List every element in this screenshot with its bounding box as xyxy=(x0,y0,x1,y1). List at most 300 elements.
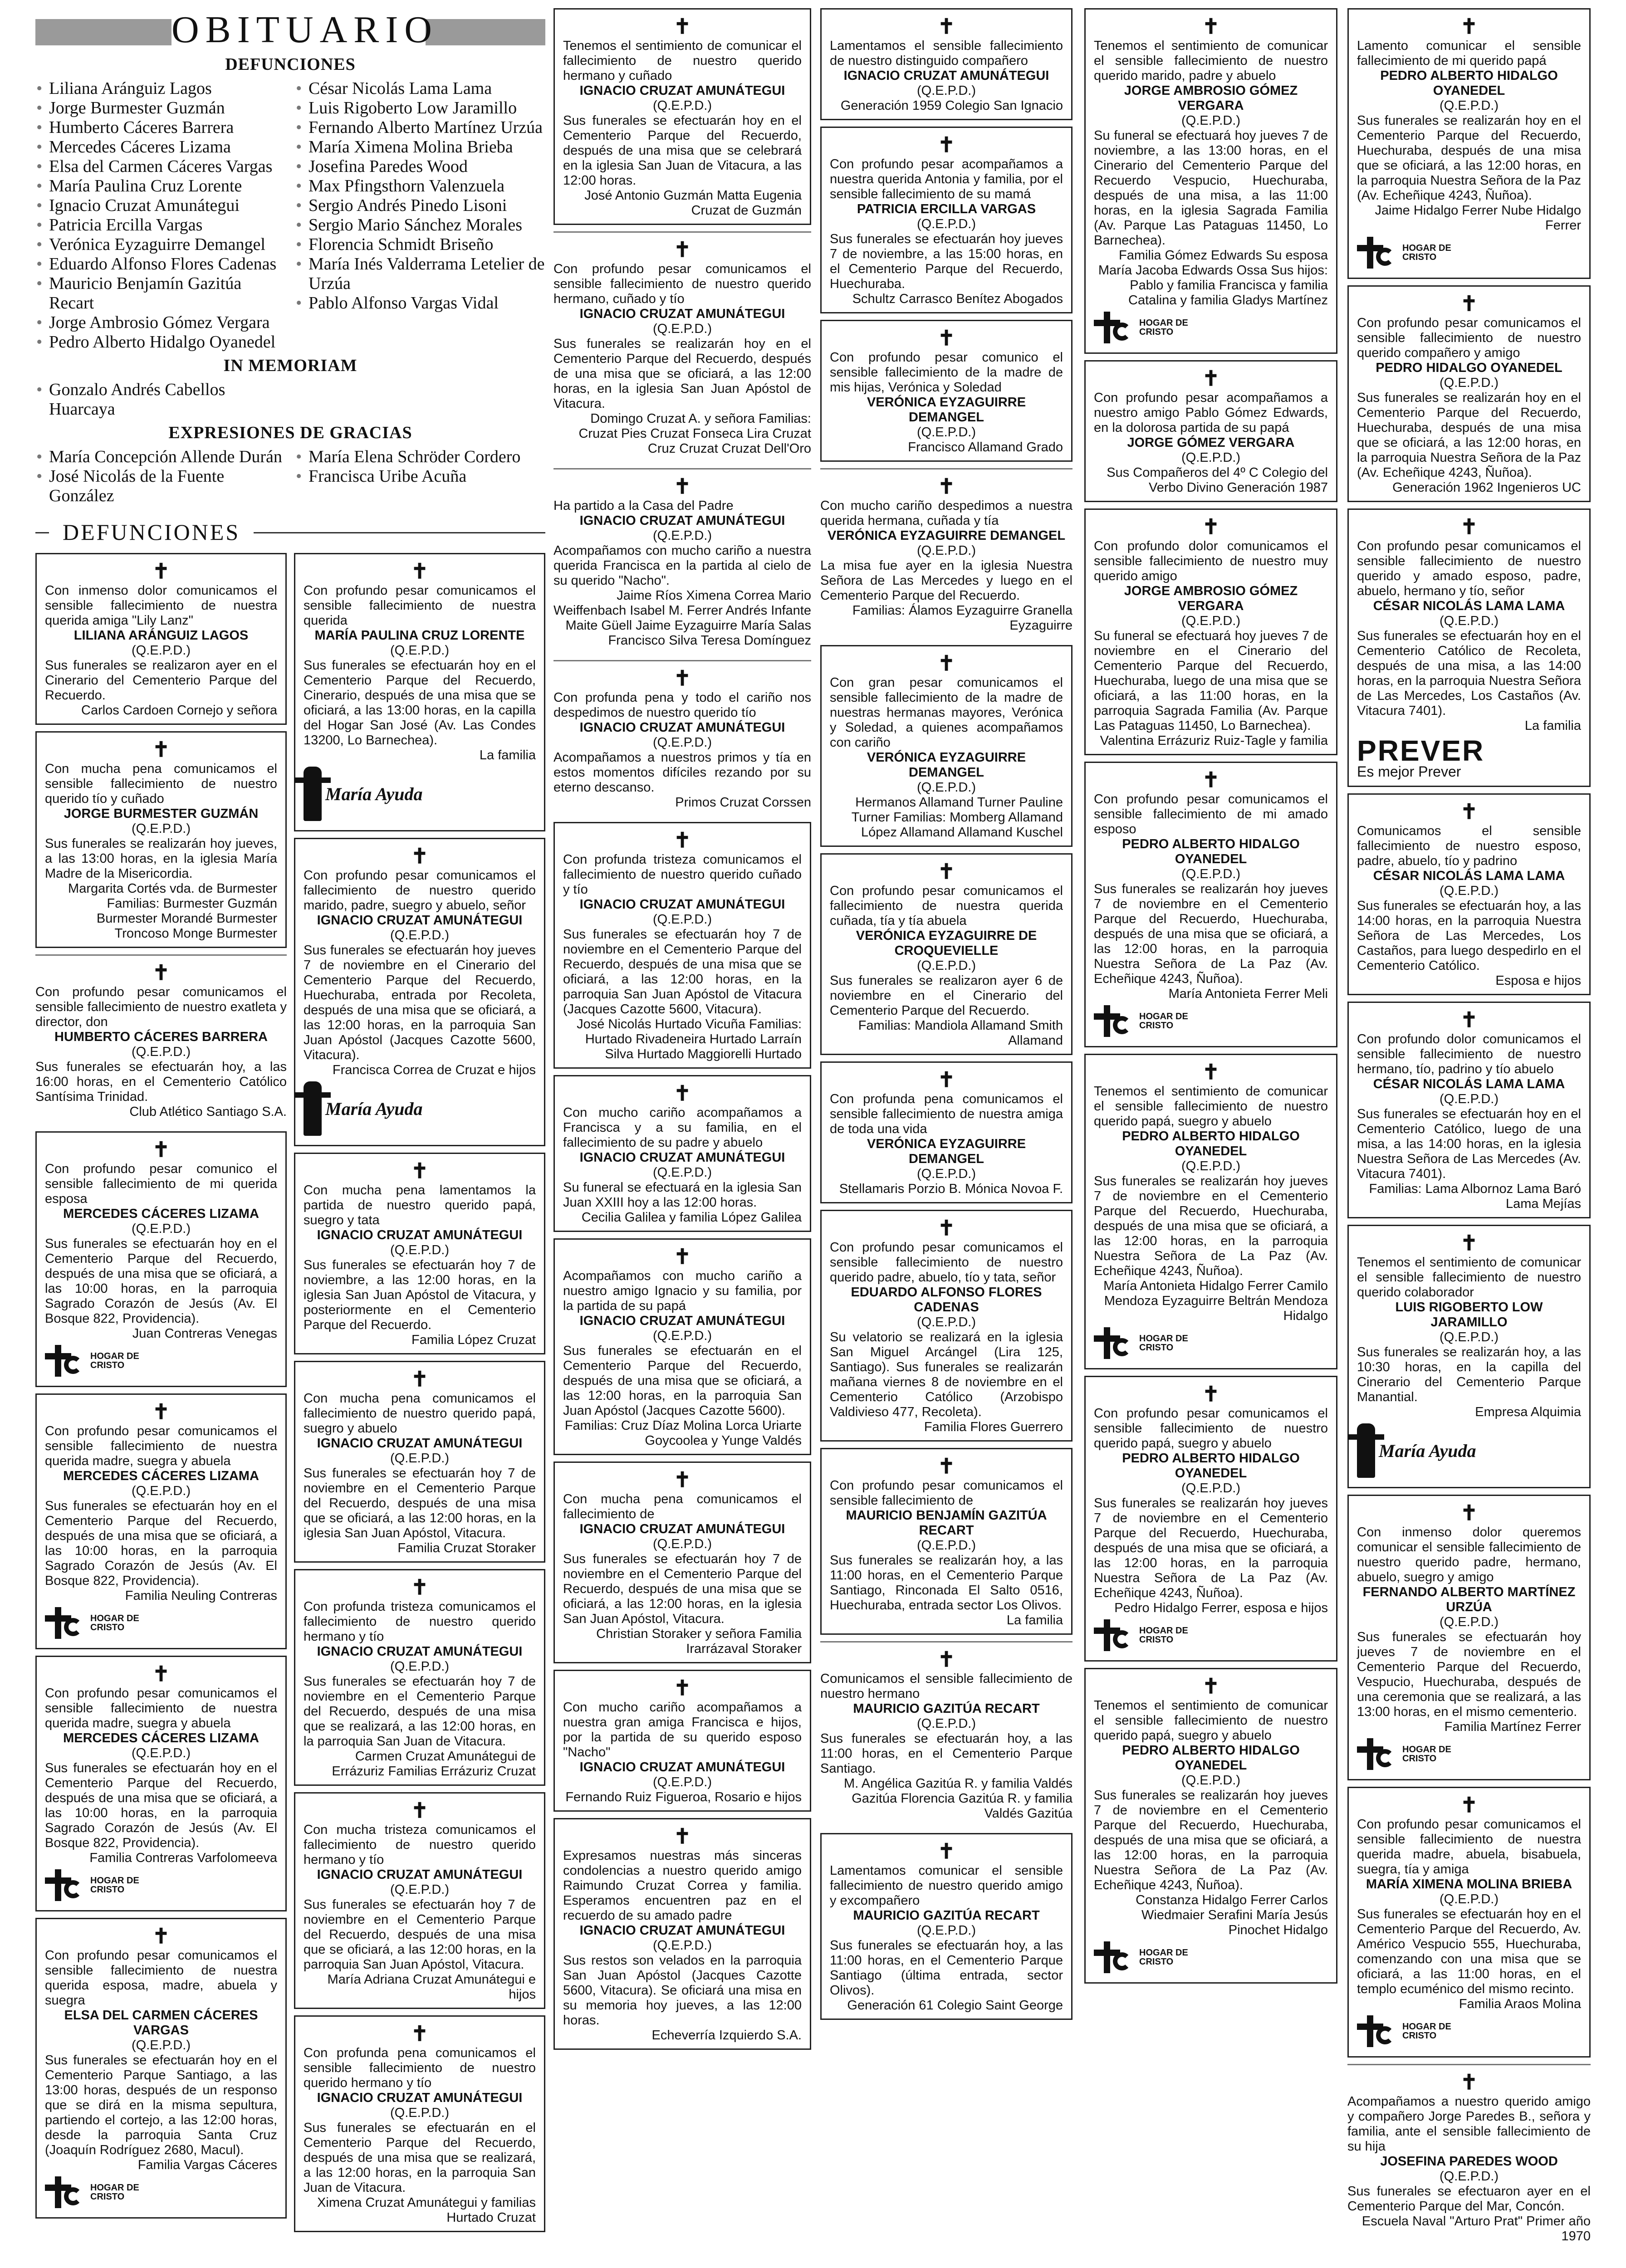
notice-body: Sus funerales se efectuarán hoy 7 de noviembre en el Cementerio Parque del Recuerdo, después de una misa que se oficiará, a las 12:00 horas, en la iglesia San Juan Apóstol, Vitacura. xyxy=(563,1552,802,1626)
maria-logo-mark xyxy=(1357,1423,1476,1478)
notice-intro: Tenemos el sentimiento de comunicar el sensible fallecimiento de nuestro querido colaborador xyxy=(1357,1255,1581,1300)
index-name-item: • Gonzalo Andrés Cabellos Huarcaya xyxy=(35,380,286,419)
deceased-name: LILIANA ARÁNGUIZ LAGOS xyxy=(73,628,249,643)
cross-icon: ✝ xyxy=(1202,515,1220,538)
notice-intro: Con profundo pesar comunicamos el fallecimiento de nuestra querida cuñada, tía y tía abuela xyxy=(830,884,1063,928)
obituary-notice xyxy=(1347,1787,1591,2058)
notice-signature: Juan Contreras Venegas xyxy=(132,1326,277,1341)
obituary-notice xyxy=(553,1818,811,2050)
obituary-notice xyxy=(553,8,811,225)
notice-intro: Con profunda pena comunicamos el sensible fallecimiento de nuestro querido hermano y tío xyxy=(304,2046,536,2090)
notice-signature: Ximena Cruzat Amunátegui y familias Hurtado Cruzat xyxy=(317,2195,536,2225)
notice-signature: Fernando Ruiz Figueroa, Rosario e hijos xyxy=(565,1790,802,1804)
notice-intro: Comunicamos el sensible fallecimiento de nuestro esposo, padre, abuelo, tío y padrino xyxy=(1357,824,1581,868)
qepd-label: (Q.E.P.D.) xyxy=(390,2106,449,2120)
index-name-item: • Patricia Ercilla Vargas xyxy=(35,215,286,235)
qepd-label: (Q.E.P.D.) xyxy=(1181,867,1240,881)
cross-icon: ✝ xyxy=(152,1924,170,1948)
index-name-item: • Francisca Uribe Acuña xyxy=(295,467,545,486)
obituary-notice xyxy=(553,468,811,654)
index-name-item: • Liliana Aránguiz Lagos xyxy=(35,79,286,98)
qepd-label: (Q.E.P.D.) xyxy=(390,643,449,658)
cross-icon: ✝ xyxy=(152,1138,170,1161)
obituary-notice xyxy=(294,1569,545,1786)
notice-signature: María Antonieta Hidalgo Ferrer Camilo Mendoza Eyzaguirre Beltrán Mendoza Hidalgo xyxy=(1103,1279,1328,1323)
cross-icon: ✝ xyxy=(673,15,691,38)
cross-icon: ✝ xyxy=(152,738,170,761)
index-name-item: • Jorge Ambrosio Gómez Vergara xyxy=(35,313,286,332)
notice-intro: Con profundo dolor comunicamos el sensible fallecimiento de nuestro hermano, tío, padrino y tío abuelo xyxy=(1357,1032,1581,1076)
obituary-notice xyxy=(820,1833,1073,2020)
notice-body: Sus funerales se realizarán hoy jueves 7 de noviembre en el Cementerio Parque del Recuerdo, Huechuraba, después de una misa que se oficiará, a las 12:00 horas, en la parroquia Nuestra Señora de La Paz (Av. Echeñique 4243, Ñuñoa). xyxy=(1094,1496,1328,1600)
deceased-name: MAURICIO GAZITÚA RECART xyxy=(853,1701,1040,1716)
deceased-name: IGNACIO CRUZAT AMUNÁTEGUI xyxy=(579,83,785,98)
notice-intro: Con gran pesar comunicamos el sensible fallecimiento de la madre de nuestras hermanas mayores, Verónica y Soledad, a quienes acompañamos con cariño xyxy=(830,675,1063,750)
deceased-name: PEDRO ALBERTO HIDALGO OYANEDEL xyxy=(1122,1451,1300,1481)
hogar-de-cristo-logo xyxy=(1094,1005,1189,1037)
obituary-notice xyxy=(820,127,1073,313)
defunciones-section-head xyxy=(35,518,545,546)
hogar-logo-mark xyxy=(45,1345,140,1377)
notice-body: Sus funerales se efectuarán hoy 7 de noviembre en el Cementerio Parque del Recuerdo, después de una misa que se oficiará, a las 12:00 horas, en la iglesia San Juan Apóstol, Vitacura. xyxy=(304,1466,536,1540)
qepd-label: (Q.E.P.D.) xyxy=(653,1938,712,1953)
cross-icon: ✝ xyxy=(411,2022,429,2045)
notice-signature: Margarita Cortés vda. de Burmester Familias: Burmester Guzmán Burmester Morandé Burmester Troncoso Monge Burmester xyxy=(68,881,277,941)
hogar-logo-mark xyxy=(1094,1005,1189,1037)
qepd-label: (Q.E.P.D.) xyxy=(917,543,976,558)
notice-intro: Tenemos el sentimiento de comunicar el sensible fallecimiento de nuestro querido papá, suegro y abuelo xyxy=(1094,1698,1328,1743)
deceased-name: CÉSAR NICOLÁS LAMA LAMA xyxy=(1373,869,1565,883)
qepd-label: (Q.E.P.D.) xyxy=(653,1165,712,1180)
deceased-name: IGNACIO CRUZAT AMUNÁTEGUI xyxy=(579,720,785,735)
notice-signature: Esposa e hijos xyxy=(1495,973,1581,988)
notice-signature: Valentina Errázuriz Ruiz-Tagle y familia xyxy=(1100,733,1328,748)
notice-intro: Con profundo pesar comunicamos el sensible fallecimiento de nuestro querido hermano, cuñado y tío xyxy=(553,262,811,306)
notice-signature: Familia Gómez Edwards Su esposa María Jacoba Edwards Ossa Sus hijos: Pablo y familia Francisca y familia Catalina y familia Gladys Martínez xyxy=(1098,248,1328,308)
maria-figure-icon xyxy=(304,1081,322,1136)
obituary-notice xyxy=(553,231,811,462)
obituary-notice xyxy=(1347,793,1591,995)
index-name-item: • Josefina Paredes Wood xyxy=(295,157,545,176)
notice-intro: Con profundo pesar comunicamos el sensible fallecimiento de nuestra querida esposa, madre, abuela y suegra xyxy=(45,1948,277,2008)
notice-body: Acompañamos a nuestros primos y tía en estos momentos difíciles rezando por su eterno descanso. xyxy=(553,750,811,795)
notice-signature: Jaime Hidalgo Ferrer Nube Hidalgo Ferrer xyxy=(1375,203,1581,233)
deceased-name: VERÓNICA EYZAGUIRRE DE CROQUEVIELLE xyxy=(856,929,1037,958)
hogar-cross-icon xyxy=(45,2176,86,2208)
qepd-label: (Q.E.P.D.) xyxy=(1181,614,1240,628)
notice-intro: Con profundo pesar comunicamos el sensible fallecimiento de nuestro querido compañero y amigo xyxy=(1357,316,1581,360)
notice-body: Sus funerales se efectuarán en el Cementerio Parque del Recuerdo, después de una misa que se realizará, a las 12:00 horas, en la parroquia San Juan de Vitacura. xyxy=(304,2121,536,2195)
obituary-notice xyxy=(820,320,1073,462)
notice-body: Sus funerales se realizarán hoy en el Cementerio Parque del Recuerdo, Huechuraba, después de una misa que se oficiará, a las 12:00 horas, en la parroquia Nuestra Señora de la Paz (Av. Echeñique 4243, Ñuñoa). xyxy=(1357,391,1581,480)
cross-icon: ✝ xyxy=(411,844,429,868)
hogar-logo-text: HOGAR DE CRISTO xyxy=(90,1351,139,1370)
notice-signature: Generación 1959 Colegio San Ignacio xyxy=(840,98,1063,113)
obituary-notice xyxy=(294,838,545,1146)
obituary-notice xyxy=(35,1131,287,1387)
notice-body: Sus funerales se efectuarán hoy jueves 7 de noviembre en el Cinerario del Cementerio Parque del Recuerdo, Huechuraba, entrada por Recoleta, después de una misa que se oficiará, a las 12:00 horas, en la parroquia San Juan Apóstol (Jacques Cazotte 5600, Vitacura). xyxy=(304,943,536,1062)
hogar-logo-mark xyxy=(1094,312,1189,343)
notice-intro: Con profundo pesar comunicamos el sensible fallecimiento de nuestro querido papá, suegro y abuelo xyxy=(1094,1406,1328,1451)
section-label: DEFUNCIONES xyxy=(49,518,254,546)
hogar-logo-mark xyxy=(1094,1327,1189,1359)
obituary-notice xyxy=(1084,762,1337,1047)
cross-icon: ✝ xyxy=(152,1400,170,1423)
qepd-label: (Q.E.P.D.) xyxy=(653,1775,712,1789)
deceased-name: MERCEDES CÁCERES LIZAMA xyxy=(63,1207,259,1221)
cross-icon: ✝ xyxy=(673,1081,691,1105)
notice-body: Su funeral se efectuará en la iglesia San Juan XXIII hoy a las 12:00 horas. xyxy=(563,1180,802,1210)
cross-icon: ✝ xyxy=(673,666,691,690)
index-name-item: • José Nicolás de la Fuente González xyxy=(35,467,286,506)
hogar-logo-text: HOGAR DE CRISTO xyxy=(90,1876,139,1895)
notice-intro: Con profunda tristeza comunicamos el fallecimiento de nuestro querido cuñado y tío xyxy=(563,852,802,897)
cross-icon: ✝ xyxy=(1202,768,1220,792)
hogar-cross-icon xyxy=(45,1345,86,1377)
index-memoriam xyxy=(35,380,545,419)
column-4 xyxy=(1084,8,1337,1990)
qepd-label: (Q.E.P.D.) xyxy=(1440,884,1499,898)
notice-signature: La familia xyxy=(479,748,536,763)
notice-signature: Escuela Naval "Arturo Prat" Primer año 1970 xyxy=(1362,2214,1591,2244)
cross-icon: ✝ xyxy=(1460,1231,1478,1255)
notice-intro: Lamentamos comunicar el sensible fallecimiento de nuestro querido amigo y excompañero xyxy=(830,1863,1063,1908)
qepd-label: (Q.E.P.D.) xyxy=(653,322,712,336)
notice-body: Sus funerales se efectuarán hoy 7 de noviembre en el Cementerio Parque del Recuerdo, después de una misa que se realizará, a las 12:00 horas, en la parroquia San Juan de Vitacura. xyxy=(304,1674,536,1749)
cross-icon: ✝ xyxy=(937,1454,955,1478)
index-name-item: • Sergio Mario Sánchez Morales xyxy=(295,215,545,235)
notice-intro: Lamentamos el sensible fallecimiento de nuestro distinguido compañero xyxy=(830,39,1063,68)
cross-icon: ✝ xyxy=(1460,1501,1478,1525)
qepd-label: (Q.E.P.D.) xyxy=(1181,450,1240,465)
notice-body: Sus funerales se realizarán hoy, a las 11:00 horas, en el Cementerio Parque Santiago, Rinconada El Salto 0516, Huechuraba, entrada sector Los Olivos. xyxy=(830,1553,1063,1613)
notice-signature: La familia xyxy=(1524,719,1581,733)
deceased-name: MARÍA PAULINA CRUZ LORENTE xyxy=(314,628,525,643)
index-name-item: • Pablo Alfonso Vargas Vidal xyxy=(295,293,545,313)
qepd-label: (Q.E.P.D.) xyxy=(917,958,976,973)
deceased-name: JORGE BURMESTER GUZMÁN xyxy=(64,807,259,821)
hogar-logo-text: HOGAR DE CRISTO xyxy=(90,2183,139,2202)
index-defunciones xyxy=(35,79,545,352)
qepd-label: (Q.E.P.D.) xyxy=(390,1882,449,1897)
qepd-label: (Q.E.P.D.) xyxy=(132,821,191,836)
notice-signature: Stellamaris Porzio B. Mónica Novoa F. xyxy=(839,1182,1063,1196)
notice-body: Sus funerales se efectuarán hoy 7 de noviembre, a las 12:00 horas, en la iglesia San Juan Apóstol de Vitacura, y posteriormente en el Cementerio Parque del Recuerdo. xyxy=(304,1258,536,1332)
qepd-label: (Q.E.P.D.) xyxy=(132,1045,191,1059)
hogar-cross-icon xyxy=(1357,237,1398,269)
qepd-label: (Q.E.P.D.) xyxy=(1440,2169,1499,2184)
deceased-name: LUIS RIGOBERTO LOW JARAMILLO xyxy=(1395,1300,1543,1330)
obituary-notice xyxy=(1084,1376,1337,1662)
notice-intro: Con mucha pena comunicamos el sensible fallecimiento de nuestro querido tío y cuñado xyxy=(45,762,277,806)
maria-figure-icon xyxy=(1357,1423,1375,1478)
obituary-notice xyxy=(35,1393,287,1649)
notice-body: Sus funerales se efectuarán hoy, a las 11:00 horas, en el Cementerio Parque Santiago (última entrada, sector Olivos). xyxy=(830,1938,1063,1998)
notice-intro: Con inmenso dolor queremos comunicar el sensible fallecimiento de nuestro querido padre, hermano, abuelo, suegro y amigo xyxy=(1357,1525,1581,1584)
hogar-logo-mark xyxy=(1094,1941,1189,1973)
index-name-item: • Max Pfingsthorn Valenzuela xyxy=(295,176,545,196)
deceased-name: IGNACIO CRUZAT AMUNÁTEGUI xyxy=(579,1522,785,1536)
cross-icon: ✝ xyxy=(937,1216,955,1240)
hogar-logo-text: HOGAR DE CRISTO xyxy=(1139,1626,1188,1645)
notice-signature: M. Angélica Gazitúa R. y familia Valdés Gazitúa Florencia Gazitúa R. y familia Valdés Gazitúa xyxy=(844,1776,1073,1821)
deceased-name: IGNACIO CRUZAT AMUNÁTEGUI xyxy=(317,2091,523,2105)
deceased-name: IGNACIO CRUZAT AMUNÁTEGUI xyxy=(579,897,785,912)
deceased-name: IGNACIO CRUZAT AMUNÁTEGUI xyxy=(579,513,785,528)
index-name-item: • Eduardo Alfonso Flores Cadenas xyxy=(35,254,286,274)
index-name-item: • Verónica Eyzaguirre Demangel xyxy=(35,235,286,254)
obituary-notice xyxy=(820,645,1073,847)
notice-intro: Con inmenso dolor comunicamos el sensible fallecimiento de nuestra querida amiga "Lily Lanz" xyxy=(45,583,277,628)
obituario-header xyxy=(35,8,545,52)
cross-icon: ✝ xyxy=(1202,1382,1220,1406)
obituary-notice xyxy=(35,954,287,1125)
index-name-item: • Pedro Alberto Hidalgo Oyanedel xyxy=(35,332,286,352)
hogar-logo-text: HOGAR DE CRISTO xyxy=(90,1613,139,1633)
notice-intro: Comunicamos el sensible fallecimiento de nuestro hermano xyxy=(820,1672,1073,1701)
deceased-name: IGNACIO CRUZAT AMUNÁTEGUI xyxy=(317,1867,523,1882)
notice-body: Sus funerales se realizaron ayer en el Cinerario del Cementerio Parque del Recuerdo. xyxy=(45,658,277,703)
hogar-logo-text: HOGAR DE CRISTO xyxy=(1139,318,1188,337)
deceased-name: ELSA DEL CARMEN CÁCERES VARGAS xyxy=(64,2008,258,2038)
hogar-de-cristo-logo xyxy=(1094,1941,1189,1973)
qepd-label: (Q.E.P.D.) xyxy=(653,98,712,113)
qepd-label: (Q.E.P.D.) xyxy=(1181,1481,1240,1496)
qepd-label: (Q.E.P.D.) xyxy=(1181,1159,1240,1173)
notice-intro: Con profundo dolor comunicamos el sensible fallecimiento de nuestro muy querido amigo xyxy=(1094,539,1328,583)
index-name-item: • César Nicolás Lama Lama xyxy=(295,79,545,98)
obituary-notice xyxy=(294,1792,545,2009)
obituary-notice xyxy=(1084,1668,1337,1984)
cross-icon: ✝ xyxy=(937,326,955,350)
qepd-label: (Q.E.P.D.) xyxy=(390,1243,449,1257)
obituary-notice xyxy=(294,1153,545,1354)
obituary-notice xyxy=(820,1641,1073,1827)
deceased-name: JOSEFINA PAREDES WOOD xyxy=(1380,2154,1558,2169)
cross-icon: ✝ xyxy=(673,238,691,261)
hogar-logo-text: HOGAR DE CRISTO xyxy=(1402,243,1451,262)
index-name-item: • Humberto Cáceres Barrera xyxy=(35,118,286,137)
cross-icon: ✝ xyxy=(1460,1008,1478,1031)
maria-logo-text: María Ayuda xyxy=(1379,1440,1476,1461)
notice-body: Sus funerales se efectuarán hoy jueves 7 de noviembre en el Cementerio Parque del Recuerdo, Vespucio, Huechuraba, después de una ceremonia que se realizará, a las 13:00 horas, en el mismo cementerio. xyxy=(1357,1630,1581,1719)
deceased-name: IGNACIO CRUZAT AMUNÁTEGUI xyxy=(579,1923,785,1938)
obituary-notice xyxy=(1347,1225,1591,1488)
notice-body: Sus funerales se efectuarán hoy en el Cementerio Parque del Recuerdo, Cinerario, después de una misa que se oficiará, a las 13:00 horas, en la capilla del Hogar San José (Av. Las Condes 13200, Lo Barnechea). xyxy=(304,658,536,748)
notice-body: La misa fue ayer en la iglesia Nuestra Señora de Las Mercedes y luego en el Cementerio Parque del Recuerdo. xyxy=(820,558,1073,603)
column-3 xyxy=(820,8,1073,2026)
obituary-notice xyxy=(1347,1495,1591,1780)
hogar-cross-icon xyxy=(1094,1327,1135,1359)
index-name-item: • María Inés Valderrama Letelier de Urzúa xyxy=(295,254,545,293)
qepd-label: (Q.E.P.D.) xyxy=(653,528,712,543)
index-name-item: • Jorge Burmester Guzmán xyxy=(35,98,286,118)
notice-intro: Con profundo pesar comunicamos el fallecimiento de nuestro querido marido, padre, suegro y abuelo, señor xyxy=(304,868,536,913)
obituary-notice xyxy=(553,1461,811,1663)
notice-intro: Con profundo pesar comunicamos el sensible fallecimiento de nuestro exatleta y director, don xyxy=(35,985,287,1029)
index-name-item: • Ignacio Cruzat Amunátegui xyxy=(35,196,286,215)
notice-body: Sus funerales se realizarán hoy, a las 10:30 horas, en la capilla del Cinerario del Cementerio Parque Manantial. xyxy=(1357,1345,1581,1404)
column-1b xyxy=(294,553,545,2239)
qepd-label: (Q.E.P.D.) xyxy=(1440,1892,1499,1906)
notice-signature: Carlos Cardoen Cornejo y señora xyxy=(81,703,277,718)
obituary-notice xyxy=(1084,1054,1337,1369)
obituary-notice xyxy=(35,1918,287,2219)
hogar-cross-icon xyxy=(1357,1738,1398,1770)
cross-icon: ✝ xyxy=(411,1575,429,1599)
notice-body: Sus funerales se efectuarán hoy 7 de noviembre en el Cementerio Parque del Recuerdo, después de una misa que se oficiará, a las 12:00 horas, en la parroquia San Juan Apóstol, Vitacura. xyxy=(304,1897,536,1972)
notice-signature: Empresa Alquimia xyxy=(1475,1405,1581,1419)
qepd-label: (Q.E.P.D.) xyxy=(1440,614,1499,628)
cross-icon: ✝ xyxy=(937,1839,955,1863)
notice-signature: Sus Compañeros del 4º C Colegio del Verbo Divino Generación 1987 xyxy=(1107,465,1328,495)
obituary-notice xyxy=(294,2015,545,2232)
maria-logo-text: María Ayuda xyxy=(325,783,423,804)
notice-body: Su funeral se efectuará hoy jueves 7 de noviembre, a las 13:00 horas, en el Cinerario del Cementerio Parque del Recuerdo Vespucio, Huechuraba, después de una misa, a las 11:00 horas, en la iglesia Sagrada Familia (Av. Parque Las Pataguas 11450, Lo Barnechea). xyxy=(1094,128,1328,248)
notice-body: Sus funerales se efectuarán hoy en el Cementerio Parque del Recuerdo, después de una misa que se oficiará, a las 10:00 horas, en la parroquia Sagrado Corazón de Jesús (Av. El Bosque 822, Providencia). xyxy=(45,1237,277,1326)
index-defunciones-col2 xyxy=(295,79,545,352)
obituary-notice xyxy=(35,553,287,725)
notice-intro: Acompañamos a nuestro querido amigo y compañero Jorge Paredes B., señora y familia, ante el sensible fallecimiento de su hija xyxy=(1347,2094,1591,2154)
notice-signature: Familia Cruzat Storaker xyxy=(397,1541,536,1555)
obituary-notice xyxy=(35,1656,287,1911)
notice-intro: Con mucho cariño acompañamos a Francisca y a su familia, en el fallecimiento de su padre y abuelo xyxy=(563,1105,802,1150)
cross-icon: ✝ xyxy=(673,1824,691,1848)
cross-icon: ✝ xyxy=(1460,1793,1478,1817)
notice-signature: Generación 1962 Ingenieros UC xyxy=(1392,480,1581,495)
deceased-name: FERNANDO ALBERTO MARTÍNEZ URZÚA xyxy=(1362,1585,1576,1614)
deceased-name: VERÓNICA EYZAGUIRRE DEMANGEL xyxy=(867,1137,1026,1166)
notice-body: Sus funerales se realizarán hoy en el Cementerio Parque del Recuerdo, después de una misa que se oficiará, a las 12:00 horas, en la iglesia San Juan Apóstol de Vitacura. xyxy=(553,337,811,411)
notice-body: Sus funerales se realizarán hoy en el Cementerio Parque del Recuerdo, Huechuraba, después de una misa que se oficiará, a las 12:00 horas, en la parroquia Nuestra Señora de la Paz (Av. Echeñique 4243, Ñuñoa). xyxy=(1357,113,1581,203)
maria-ayuda-logo xyxy=(304,767,422,821)
notice-signature: María Adriana Cruzat Amunátegui e hijos xyxy=(327,1972,536,2002)
notice-intro: Tenemos el sentimiento de comunicar el sensible fallecimiento de nuestro querido papá, suegro y abuelo xyxy=(1094,1084,1328,1129)
hogar-cross-icon xyxy=(1094,312,1135,343)
maria-logo-mark xyxy=(304,767,422,821)
cross-icon: ✝ xyxy=(673,1468,691,1491)
deceased-name: CÉSAR NICOLÁS LAMA LAMA xyxy=(1373,1077,1565,1091)
qepd-label: (Q.E.P.D.) xyxy=(917,83,976,98)
cross-icon: ✝ xyxy=(937,651,955,675)
qepd-label: (Q.E.P.D.) xyxy=(917,780,976,795)
notice-body: Sus funerales se efectuarán hoy, a las 11:00 horas, en el Cementerio Parque Santiago. xyxy=(820,1731,1073,1776)
cross-icon: ✝ xyxy=(1460,800,1478,823)
cross-icon: ✝ xyxy=(152,961,170,984)
notice-body: Sus funerales se efectuarán hoy en el Cementerio Parque del Recuerdo, después de una misa que se oficiará, a las 10:00 horas, en la parroquia Sagrado Corazón de Jesús (Av. El Bosque 822, Providencia). xyxy=(45,1499,277,1588)
qepd-label: (Q.E.P.D.) xyxy=(390,928,449,943)
hogar-logo-text: HOGAR DE CRISTO xyxy=(1139,1334,1188,1353)
cross-icon: ✝ xyxy=(1460,292,1478,315)
column-1 xyxy=(35,8,545,2239)
notice-signature: Familia Contreras Varfolomeeva xyxy=(89,1851,277,1865)
notice-intro: Lamento comunicar el sensible fallecimiento de mi querido papá xyxy=(1357,39,1581,68)
obituary-notice xyxy=(553,1670,811,1812)
notice-intro: Con mucha pena lamentamos la partida de nuestro querido papá, suegro y tata xyxy=(304,1183,536,1227)
notice-signature: Schultz Carrasco Benítez Abogados xyxy=(852,292,1063,306)
cross-icon: ✝ xyxy=(937,860,955,883)
deceased-name: IGNACIO CRUZAT AMUNÁTEGUI xyxy=(317,1644,523,1659)
deceased-name: JORGE AMBROSIO GÓMEZ VERGARA xyxy=(1124,83,1298,113)
qepd-label: (Q.E.P.D.) xyxy=(132,1746,191,1760)
notice-signature: Familias: Lama Albornoz Lama Baró Lama Mejías xyxy=(1369,1182,1581,1211)
notice-intro: Ha partido a la Casa del Padre xyxy=(553,499,734,513)
obituary-notice xyxy=(820,1448,1073,1635)
obituary-notice xyxy=(553,660,811,816)
notice-intro: Con profundo pesar comunicamos el sensible fallecimiento de mi amado esposo xyxy=(1094,792,1328,836)
deceased-name: EDUARDO ALFONSO FLORES CADENAS xyxy=(851,1285,1042,1315)
hogar-logo-mark xyxy=(45,2176,140,2208)
deceased-name: IGNACIO CRUZAT AMUNÁTEGUI xyxy=(317,1436,523,1451)
cross-icon: ✝ xyxy=(937,1068,955,1091)
obituary-notice xyxy=(1347,508,1591,787)
deceased-name: MAURICIO GAZITÚA RECART xyxy=(853,1908,1040,1923)
deceased-name: PEDRO HIDALGO OYANEDEL xyxy=(1376,361,1562,375)
cross-icon: ✝ xyxy=(1202,15,1220,38)
notice-intro: Acompañamos con mucho cariño a nuestro amigo Ignacio y su familia, por la partida de su papá xyxy=(563,1269,802,1313)
index-name-item: • Mercedes Cáceres Lizama xyxy=(35,137,286,157)
hogar-de-cristo-logo xyxy=(1094,1327,1189,1359)
obituary-notice xyxy=(553,1238,811,1455)
cross-icon: ✝ xyxy=(411,1799,429,1822)
notice-body: Sus funerales se realizarán hoy jueves 7 de noviembre en el Cementerio Parque del Recuerdo, Huechuraba, después de una misa que se oficiará, a las 12:00 horas, en la parroquia Nuestra Señora de La Paz (Av. Echeñique 4243, Ñuñoa). xyxy=(1094,1788,1328,1892)
hogar-logo-text: HOGAR DE CRISTO xyxy=(1139,1012,1188,1031)
deceased-name: IGNACIO CRUZAT AMUNÁTEGUI xyxy=(317,913,523,928)
notice-intro: Con profundo pesar comunico el sensible fallecimiento de mi querida esposa xyxy=(45,1162,277,1206)
notice-signature: Familias: Cruz Díaz Molina Lorca Uriarte Goycoolea y Yunge Valdés xyxy=(564,1418,802,1448)
qepd-label: (Q.E.P.D.) xyxy=(917,1716,976,1731)
deceased-name: MERCEDES CÁCERES LIZAMA xyxy=(63,1469,259,1483)
qepd-label: (Q.E.P.D.) xyxy=(132,643,191,658)
deceased-name: MERCEDES CÁCERES LIZAMA xyxy=(63,1731,259,1745)
notice-signature: La familia xyxy=(1006,1613,1063,1628)
hogar-de-cristo-logo xyxy=(1357,2015,1452,2047)
cross-icon: ✝ xyxy=(937,1647,955,1671)
deceased-name: MARÍA XIMENA MOLINA BRIEBA xyxy=(1366,1877,1572,1892)
qepd-label: (Q.E.P.D.) xyxy=(132,1222,191,1236)
index-name-item: • María Ximena Molina Brieba xyxy=(295,137,545,157)
cross-icon: ✝ xyxy=(673,1676,691,1700)
column-1a xyxy=(35,553,287,2239)
notice-intro: Expresamos nuestras más sinceras condolencias a nuestro querido amigo Raimundo Cruzat Correa y familia. Esperamos encuentren paz en el recuerdo de su amado padre xyxy=(563,1848,802,1923)
notice-signature: Hermanos Allamand Turner Pauline Turner Familias: Momberg Allamand López Allamand Allamand Kuschel xyxy=(851,795,1063,840)
index-name-item: • María Elena Schröder Cordero xyxy=(295,447,545,467)
cross-icon: ✝ xyxy=(152,559,170,583)
cross-icon: ✝ xyxy=(937,474,955,498)
hogar-logo-mark xyxy=(1357,1738,1452,1770)
notice-signature: José Nicolás Hurtado Vicuña Familias: Hurtado Rivadeneira Hurtado Larraín Silva Hurtado Maggiorelli Hurtado xyxy=(577,1017,802,1061)
deceased-name: VERÓNICA EYZAGUIRRE DEMANGEL xyxy=(867,395,1026,425)
notice-signature: Pedro Hidalgo Ferrer, esposa e hijos xyxy=(1114,1601,1328,1615)
notice-signature: Domingo Cruzat A. y señora Familias: Cruzat Pies Cruzat Fonseca Lira Cruzat Cruz Cruzat Cruzat Dell'Oro xyxy=(578,411,811,456)
deceased-name: PEDRO ALBERTO HIDALGO OYANEDEL xyxy=(1122,1743,1300,1773)
deceased-name: PEDRO ALBERTO HIDALGO OYANEDEL xyxy=(1122,1129,1300,1158)
cross-icon: ✝ xyxy=(411,1159,429,1183)
obituary-notice xyxy=(1347,285,1591,502)
cross-icon: ✝ xyxy=(411,559,429,583)
index-gracias xyxy=(35,447,545,506)
deceased-name: CÉSAR NICOLÁS LAMA LAMA xyxy=(1373,599,1565,613)
hogar-logo-mark xyxy=(1357,237,1452,269)
notice-intro: Con profundo pesar comunicamos el sensible fallecimiento de nuestra querida xyxy=(304,583,536,628)
hogar-logo-mark xyxy=(1357,2015,1452,2047)
notice-intro: Con profundo pesar acompañamos a nuestra querida Antonia y familia, por el sensible fallecimiento de su mamá xyxy=(830,157,1063,201)
notice-intro: Con profundo pesar comunicamos el sensible fallecimiento de nuestro querido y amado esposo, padre, abuelo, hermano y tío, señor xyxy=(1357,539,1581,598)
notice-intro: Con mucho cariño acompañamos a nuestra gran amiga Francisca e hijos, por la partida de su querido esposo "Nacho" xyxy=(563,1700,802,1760)
hogar-cross-icon xyxy=(1094,1005,1135,1037)
hogar-de-cristo-logo xyxy=(1094,312,1189,343)
index-name-item: • Mauricio Benjamín Gazitúa Recart xyxy=(35,274,286,313)
